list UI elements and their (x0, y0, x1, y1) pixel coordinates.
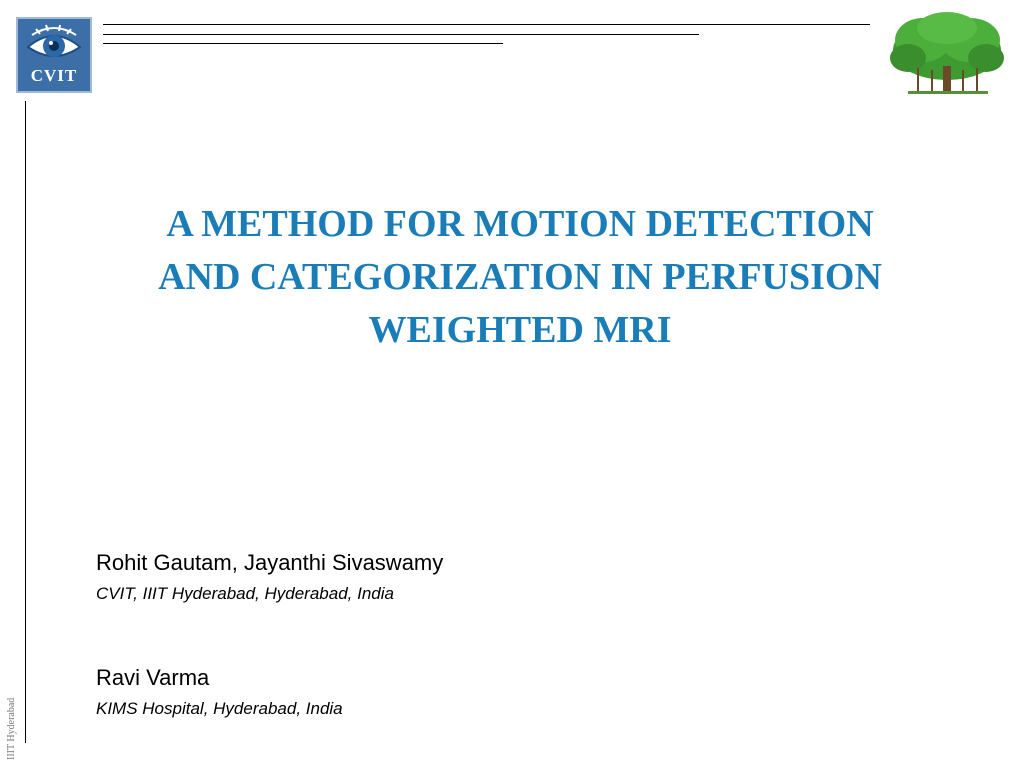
cvit-logo-text: CVIT (30, 66, 78, 85)
title-line: AND CATEGORIZATION IN PERFUSION (158, 256, 882, 298)
header-rule-long (103, 24, 870, 25)
author-block (96, 548, 956, 721)
author-group (96, 663, 956, 721)
tree-icon (888, 10, 1006, 96)
author-names: Rohit Gautam, Jayanthi Sivaswamy (96, 550, 444, 575)
author-names: Ravi Varma (96, 665, 210, 690)
title-line: WEIGHTED MRI (368, 309, 672, 351)
cvit-logo (16, 17, 92, 93)
side-label: IIIT Hyderabad (6, 697, 17, 760)
header-rule-short (103, 43, 503, 44)
author-group (96, 548, 956, 606)
side-rule (25, 101, 26, 743)
page-title (80, 198, 960, 357)
title-line: A METHOD FOR MOTION DETECTION (166, 203, 874, 245)
header-rule-medium (103, 34, 699, 35)
author-affiliation: KIMS Hospital, Hyderabad, India (96, 699, 343, 718)
author-affiliation: CVIT, IIIT Hyderabad, Hyderabad, India (96, 584, 394, 603)
eye-icon (24, 23, 84, 67)
